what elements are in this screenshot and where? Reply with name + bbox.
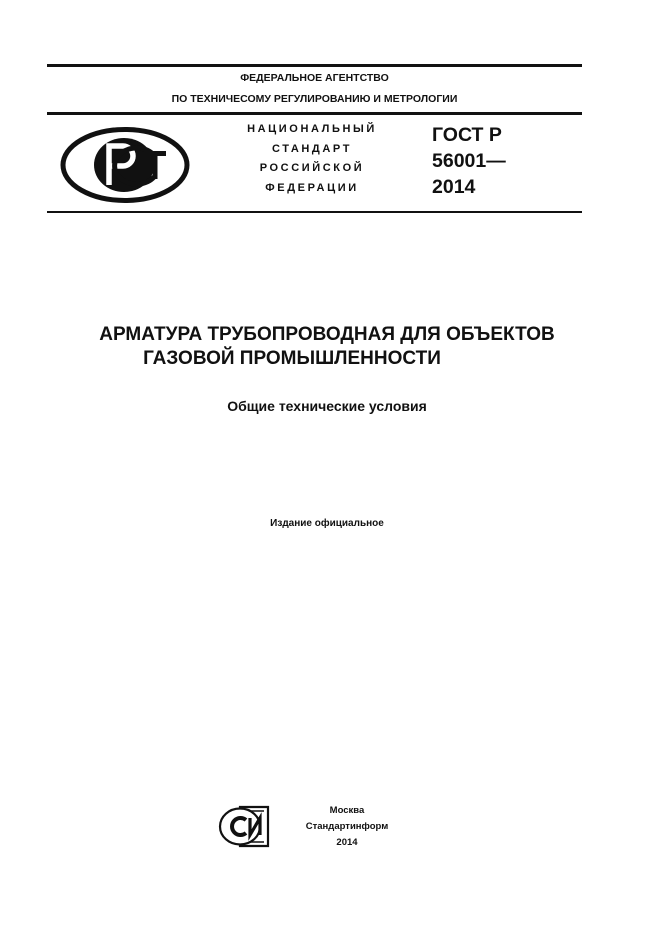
- standard-number-line: ГОСТ Р: [432, 124, 502, 146]
- standard-type-line: СТАНДАРТ: [271, 142, 353, 155]
- agency-line-1: ФЕДЕРАЛЬНОЕ АГЕНТСТВО: [240, 72, 389, 84]
- standard-number: [432, 122, 506, 200]
- standard-type: [232, 120, 392, 198]
- document-title: [47, 323, 607, 371]
- header-bottom-rule: [47, 211, 582, 213]
- header-rule: [47, 112, 582, 115]
- standartinform-logo-icon: [218, 805, 270, 848]
- agency-line-2: ПО ТЕХНИЧЕСОМУ РЕГУЛИРОВАНИЮ И МЕТРОЛОГИИ: [171, 93, 458, 105]
- publisher-imprint: [297, 803, 397, 851]
- publisher-year: 2014: [336, 837, 358, 848]
- title-line-2: ГАЗОВОЙ ПРОМЫШЛЕННОСТИ: [143, 348, 441, 369]
- title-line-1: АРМАТУРА ТРУБОПРОВОДНАЯ ДЛЯ ОБЪЕКТОВ: [99, 324, 555, 345]
- standard-number-line: 2014: [432, 176, 476, 198]
- standard-type-line: ФЕДЕРАЦИИ: [265, 181, 359, 194]
- document-subtitle: Общие технические условия: [227, 398, 427, 414]
- publisher-city: Москва: [329, 805, 365, 816]
- standard-type-line: РОССИЙСКОЙ: [259, 162, 365, 175]
- publisher-name: Стандартинформ: [305, 821, 389, 832]
- standard-type-line: НАЦИОНАЛЬНЫЙ: [247, 123, 377, 135]
- rst-logo-icon: [60, 127, 190, 203]
- top-rule: [47, 64, 582, 67]
- standard-number-line: 56001—: [432, 150, 506, 172]
- edition-note: Издание официальное: [270, 518, 384, 529]
